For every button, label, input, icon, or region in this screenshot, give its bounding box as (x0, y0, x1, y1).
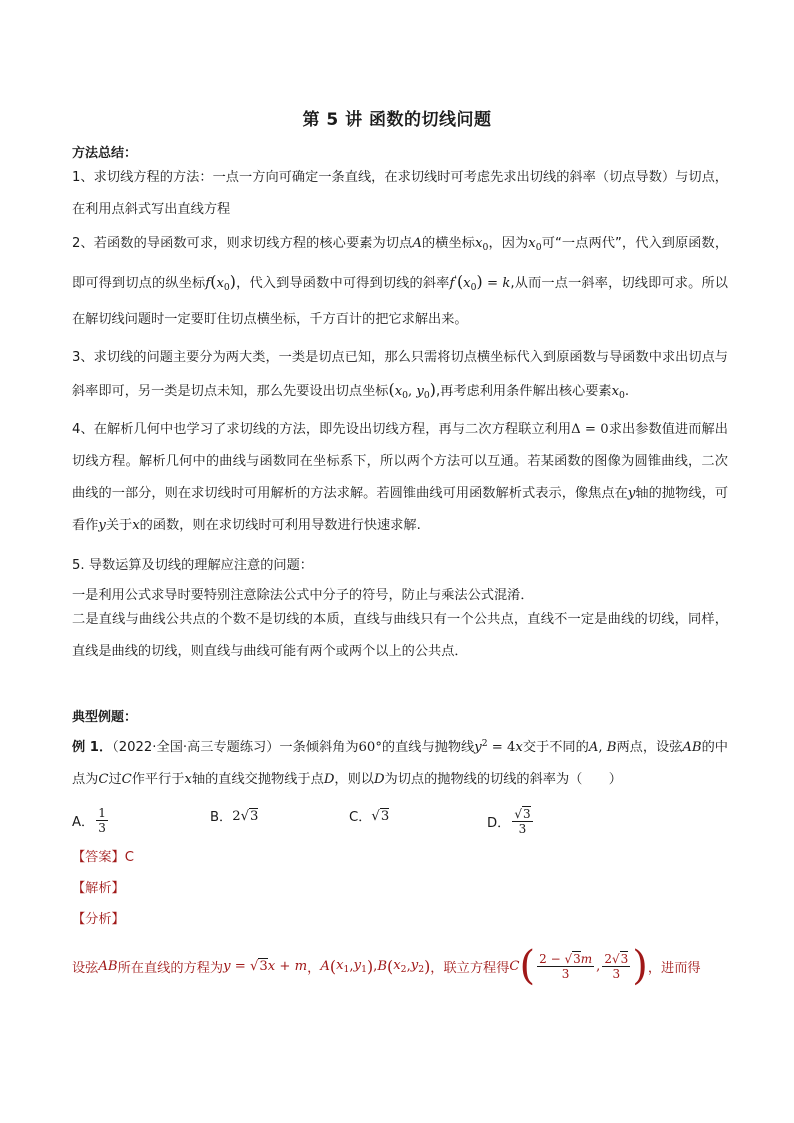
solution-line: 设弦 AB 所在直线的方程为 y = √3 x + m ， A ( $x_1$ , $y_1$ ) , B ( $x_2$ , $y_2$ ) ，联立方程得 C ( $\frac{2 - √3m}{3}$ , $\frac{2√3}{3}$ ) ，进而得 (72, 943, 701, 989)
paragraph-1: 1、求切线方程的方法：一点一方向可确定一条直线，在求切线时可考虑先求出切线的斜率（切点导数）与切点，在利用点斜式写出直线方程 (72, 170, 728, 217)
paragraph-3: 3、求切线的问题主要分为两大类，一类是切点已知，那么只需将切点横坐标代入到原函数与导函数中求出切点与斜率即可，另一类是切点未知，那么先要设出切点坐标($x_0$, $y_0$),再考虑利用条件解出核心要素$x_0$. (72, 350, 728, 401)
analysis-sub-label: 【分析】 (72, 912, 125, 927)
paragraph-7: 二是直线与曲线公共点的个数不是切线的本质，直线与曲线只有一个公共点，直线不一定是曲线的切线，同样，直线是曲线的切线，则直线与曲线可能有两个或两个以上的公共点． (72, 612, 728, 659)
analysis-label: 【解析】 (72, 881, 125, 896)
option-b: B． 2√3 (210, 808, 259, 825)
option-d: D． $\frac{√3}{3}$ (487, 807, 531, 836)
paragraph-4: 4、在解析几何中也学习了求切线的方法，即先设出切线方程，再与二次方程联立利用Δ = 0求出参数值进而解出切线方程。解析几何中的曲线与函数同在坐标系下，所以两个方法可以互通。若某函数的图像为圆锥曲线，二次曲线的一部分，则在求切线时可用解析的方法求解。若圆锥曲线可用函数解析式表示，像焦点在y轴的抛物线，可看作y关于x的函数，则在求切线时可利用导数进行快速求解. (72, 422, 729, 533)
option-a: A． $\frac{1}{3}$ (72, 806, 106, 835)
page-title: 第 5 讲 函数的切线问题 (302, 110, 492, 130)
paragraph-6: 一是利用公式求导时要特别注意除法公式中分子的符号，防止与乘法公式混淆． (72, 588, 534, 603)
paragraph-5: 5. 导数运算及切线的理解应注意的问题： (72, 558, 313, 573)
examples-heading: 典型例题： (72, 710, 138, 725)
answer-label: 【答案】C (72, 850, 134, 865)
paragraph-2: 2、若函数的导函数可求，则求切线方程的核心要素为切点A的横坐标$x_0$，因为$x_0$可“一点两代”，代入到原函数，即可得到切点的纵坐标$f(x_0)$，代入到导函数中可得到切线的斜率$f'(x_0) = k$,从而一点一斜率，切线即可求。所以在解切线问题时一定要盯住切点横坐标，千方百计的把它求解出来。 (72, 236, 729, 327)
method-summary-heading: 方法总结： (72, 146, 138, 161)
option-c: C． √3 (349, 808, 390, 825)
example-1-question: 例 1．（2022·全国·高三专题练习）一条倾斜角为60°的直线与抛物线$y^2 = 4x$交于不同的A, B两点，设弦AB的中点为C过C作平行于x轴的直线交抛物线于点D，则以D为切点的抛物线的切线的斜率为（ ） (72, 738, 728, 788)
